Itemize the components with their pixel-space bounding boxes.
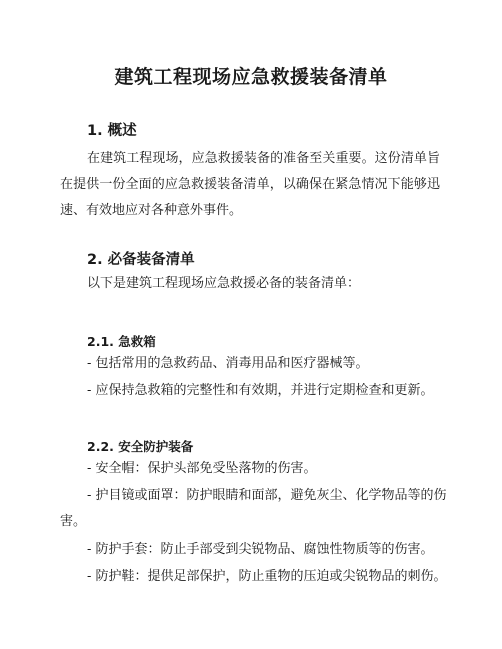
list-item: - 应保持急救箱的完整性和有效期，并进行定期检查和更新。 (87, 383, 434, 398)
list-item: - 防护鞋：提供足部保护，防止重物的压迫或尖锐物品的刺伤。 (87, 569, 447, 584)
required-equipment-intro: 以下是建筑工程现场应急救援必备的装备清单： (87, 276, 361, 291)
list-item: - 包括常用的急救药品、消毒用品和医疗器械等。 (87, 356, 369, 371)
section-heading-required-equipment: 2. 必备装备清单 (87, 252, 195, 268)
section-heading-overview: 1. 概述 (87, 123, 137, 139)
subsection-heading-safety-gear: 2.2. 安全防护装备 (87, 439, 194, 454)
subsection-heading-first-aid-kit: 2.1. 急救箱 (87, 334, 156, 349)
list-item: - 护目镜或面罩：防护眼睛和面部，避免灰尘、化学物品等的伤害。 (60, 488, 447, 529)
overview-paragraph: 在建筑工程现场，应急救援装备的准备至关重要。这份清单旨在提供一份全面的应急救援装备清单，以确保在紧急情况下能够迅速、有效地应对各种意外事件。 (60, 151, 440, 218)
document-title: 建筑工程现场应急救援装备清单 (114, 66, 388, 88)
list-item: - 安全帽：保护头部免受坠落物的伤害。 (87, 461, 317, 476)
list-item: - 防护手套：防止手部受到尖锐物品、腐蚀性物质等的伤害。 (87, 542, 434, 557)
